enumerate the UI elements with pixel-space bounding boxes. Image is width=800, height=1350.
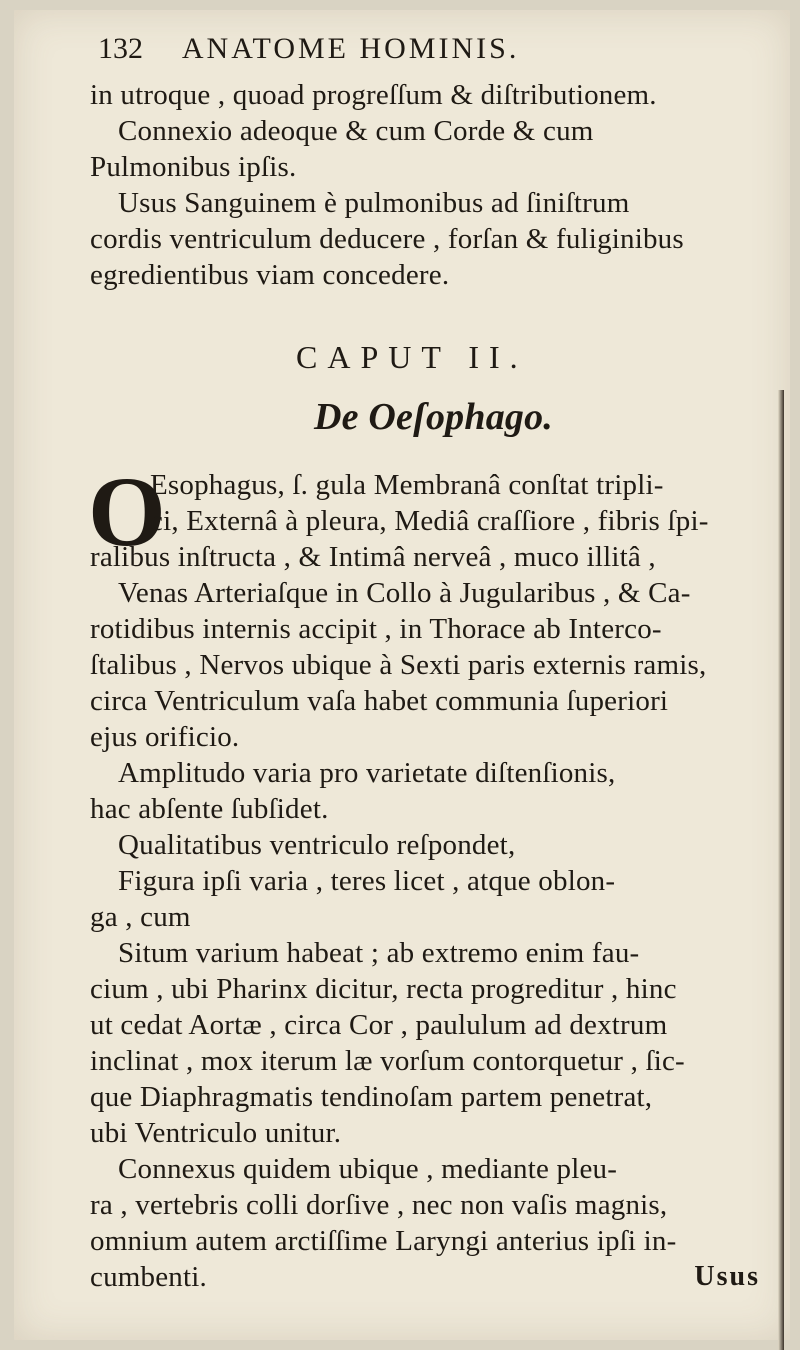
text-line: Usus Sanguinem è pulmonibus ad ſiniſtrum (118, 187, 630, 219)
text-line: cumbenti. (90, 1261, 207, 1293)
catchword: Usus (694, 1261, 760, 1292)
text-line: inclinat , mox iterum læ vorſum contorquetur , ſic- (90, 1045, 685, 1077)
text-line: ſtalibus , Nervos ubique à Sexti paris externis ramis, (90, 649, 707, 681)
text-line: Esophagus, ſ. gula Membranâ conſtat tripli- (150, 469, 664, 501)
text-line: Connexus quidem ubique , mediante pleu- (118, 1153, 618, 1185)
text-line: egredientibus viam concedere. (90, 259, 450, 291)
text-line: Situm varium habeat ; ab extremo enim fau- (118, 937, 640, 969)
chapter-subtitle: De Oeſophago. (314, 396, 554, 438)
text-line: ci, Externâ à pleura, Mediâ craſſiore , fibris ſpi- (150, 505, 709, 537)
text-line: rotidibus internis accipit , in Thorace ab Interco- (90, 613, 662, 645)
text-line: Connexio adeoque & cum Corde & cum (118, 115, 594, 147)
text-line: ejus orificio. (90, 721, 240, 753)
text-line: Venas Arteriaſque in Collo à Jugularibus , & Ca- (118, 577, 691, 609)
text-line: cordis ventriculum deducere , forſan & fuliginibus (90, 223, 684, 255)
text-line: ubi Ventriculo unitur. (90, 1117, 342, 1149)
text-line: ut cedat Aortæ , circa Cor , paululum ad dextrum (90, 1009, 668, 1041)
running-header (98, 32, 519, 66)
running-title: ANATOME HOMINIS. (181, 32, 520, 65)
text-line: ga , cum (90, 901, 191, 933)
text-line: ralibus inſtructa , & Intimâ nerveâ , muco illitâ , (90, 541, 656, 573)
text-line: ra , vertebris colli dorſive , nec non vaſis magnis, (90, 1189, 668, 1221)
page-edge (778, 390, 784, 1350)
chapter-heading: CAPUT II. (296, 339, 528, 375)
drop-cap: O (88, 456, 166, 567)
text-line: que Diaphragmatis tendinoſam partem penetrat, (90, 1081, 653, 1113)
text-line: Pulmonibus ipſis. (90, 151, 297, 183)
text-line: omnium autem arctiſſime Laryngi anterius ipſi in- (90, 1225, 677, 1257)
text-line: Qualitatibus ventriculo reſpondet, (118, 829, 516, 861)
page-number: 132 (98, 32, 143, 65)
text-line: circa Ventriculum vaſa habet communia ſuperiori (90, 685, 669, 717)
text-line: Figura ipſi varia , teres licet , atque oblon- (118, 865, 616, 897)
text-line: hac abſente ſubſidet. (90, 793, 329, 825)
text-line: cium , ubi Pharinx dicitur, recta progreditur , hinc (90, 973, 677, 1005)
text-line: Amplitudo varia pro varietate diſtenſionis, (118, 757, 616, 789)
text-line: in utroque , quoad progreſſum & diſtributionem. (90, 79, 657, 111)
book-page (14, 10, 790, 1340)
